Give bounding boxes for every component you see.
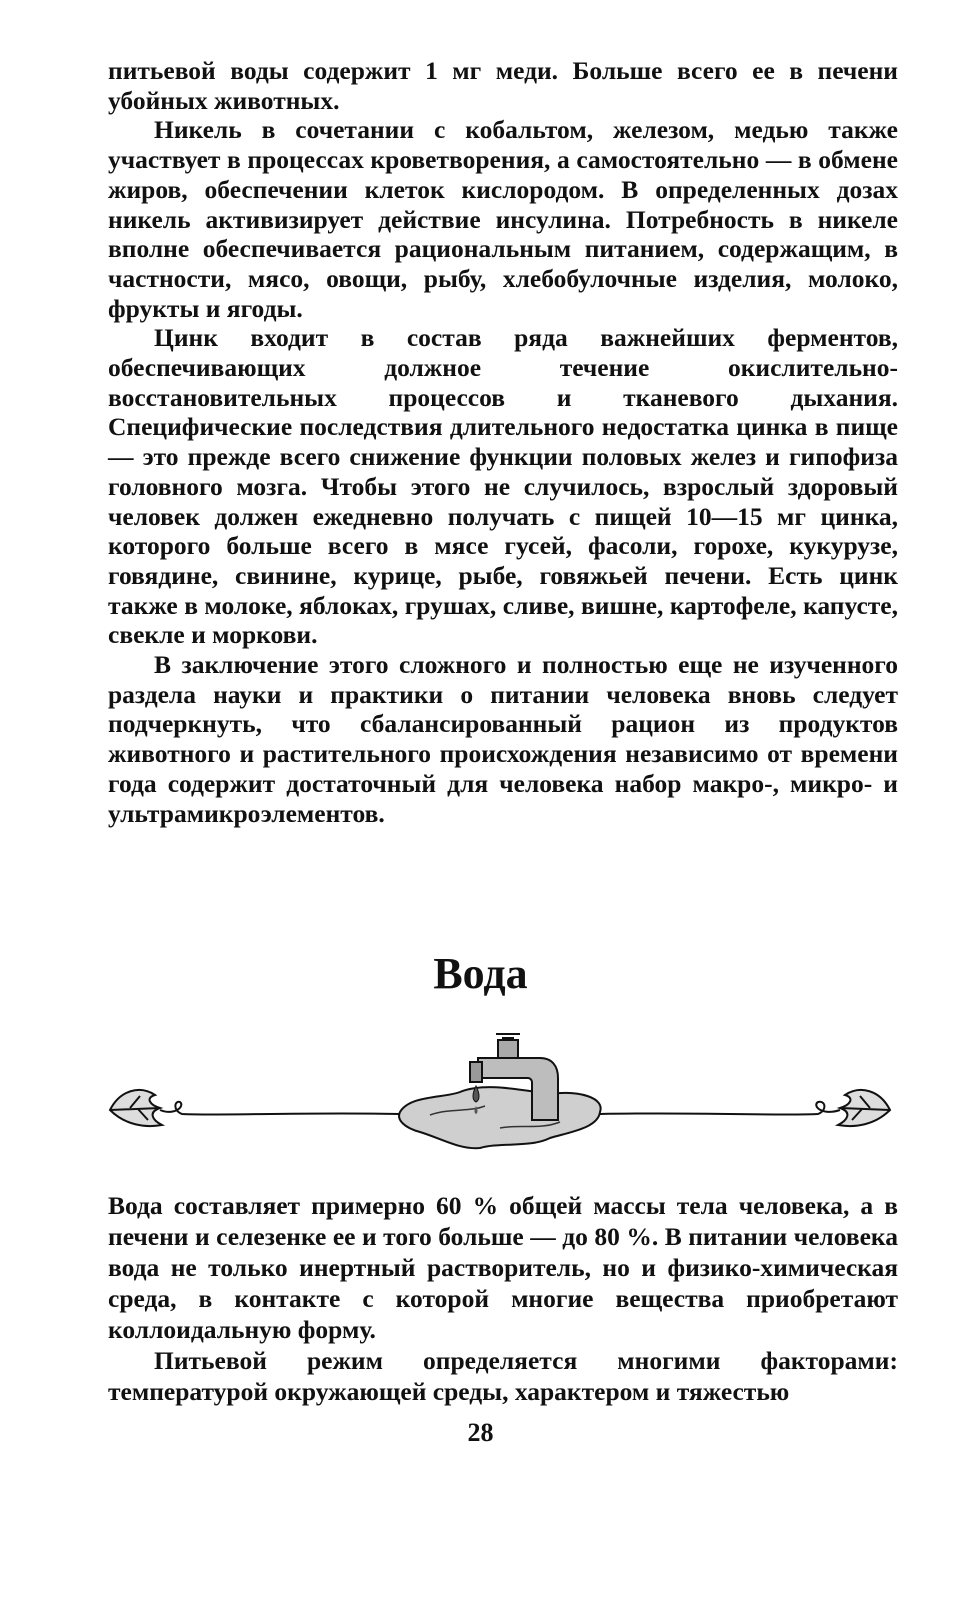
right-vine	[600, 1102, 840, 1115]
paragraph-zinc: Цинк входит в состав ряда важнейших ферментов, обеспечивающих должное течение окислительно-восстановительных процессов и тканевого дыхания. Специфические последствия длительного недостатка цинка в пище — это прежде всего снижение функции половых желез и гипофиза головного мозга. Чтобы этого не случилось, взрослый здоровый человек должен ежедневно получать с пищей 10—15 мг цинка, которого больше всего в мясе гусей, фасоли, горохе, кукурузе, говядине, свинине, курице, рыбе, говяжьей печени. Есть цинк также в молоке, яблоках, грушах, сливе, вишне, картофеле, капусте, свекле и моркови.	[108, 323, 898, 650]
bottom-text-block	[108, 1190, 898, 1407]
right-leaf-icon	[838, 1090, 890, 1126]
left-vine	[160, 1102, 400, 1115]
paragraph-water-intro: Вода составляет примерно 60 % общей массы тела человека, а в печени и селезенке ее и того больше — до 80 %. В питании человека вода не только инертный растворитель, но и физико-химическая среда, в контакте с которой многие вещества приобретают коллоидальную форму.	[108, 1191, 898, 1344]
puddle-shape	[399, 1087, 601, 1148]
paragraph-drinking-regime: Питьевой режим определяется многими факторами: температурой окружающей среды, характером и тяжестью	[108, 1346, 898, 1406]
top-text-block	[108, 56, 898, 828]
faucet-ornament-icon	[100, 1020, 900, 1160]
paragraph-copper-end: питьевой воды содержит 1 мг меди. Больше всего ее в печени убойных животных.	[108, 56, 898, 115]
paragraph-conclusion: В заключение этого сложного и полностью еще не изученного раздела науки и практики о питании человека вновь следует подчеркнуть, что сбалансированный рацион из продуктов животного и растительного происхождения независимо от времени года содержит достаточный для человека набор макро-, микро- и ультрамикроэлементов.	[108, 650, 898, 828]
page-number: 28	[467, 1418, 494, 1447]
left-leaf-icon	[110, 1090, 162, 1126]
paragraph-nickel: Никель в сочетании с кобальтом, железом, медью также участвует в процессах кроветворения, а самостоятельно — в обмене жиров, обеспечении клеток кислородом. В определенных дозах никель активизирует действие инсулина. Потребность в никеле вполне обеспечивается рациональным питанием, содержащим, в частности, мясо, овощи, рыбу, хлебобулочные изделия, молоко, фрукты и ягоды.	[108, 115, 898, 323]
section-title: Вода	[433, 949, 528, 998]
